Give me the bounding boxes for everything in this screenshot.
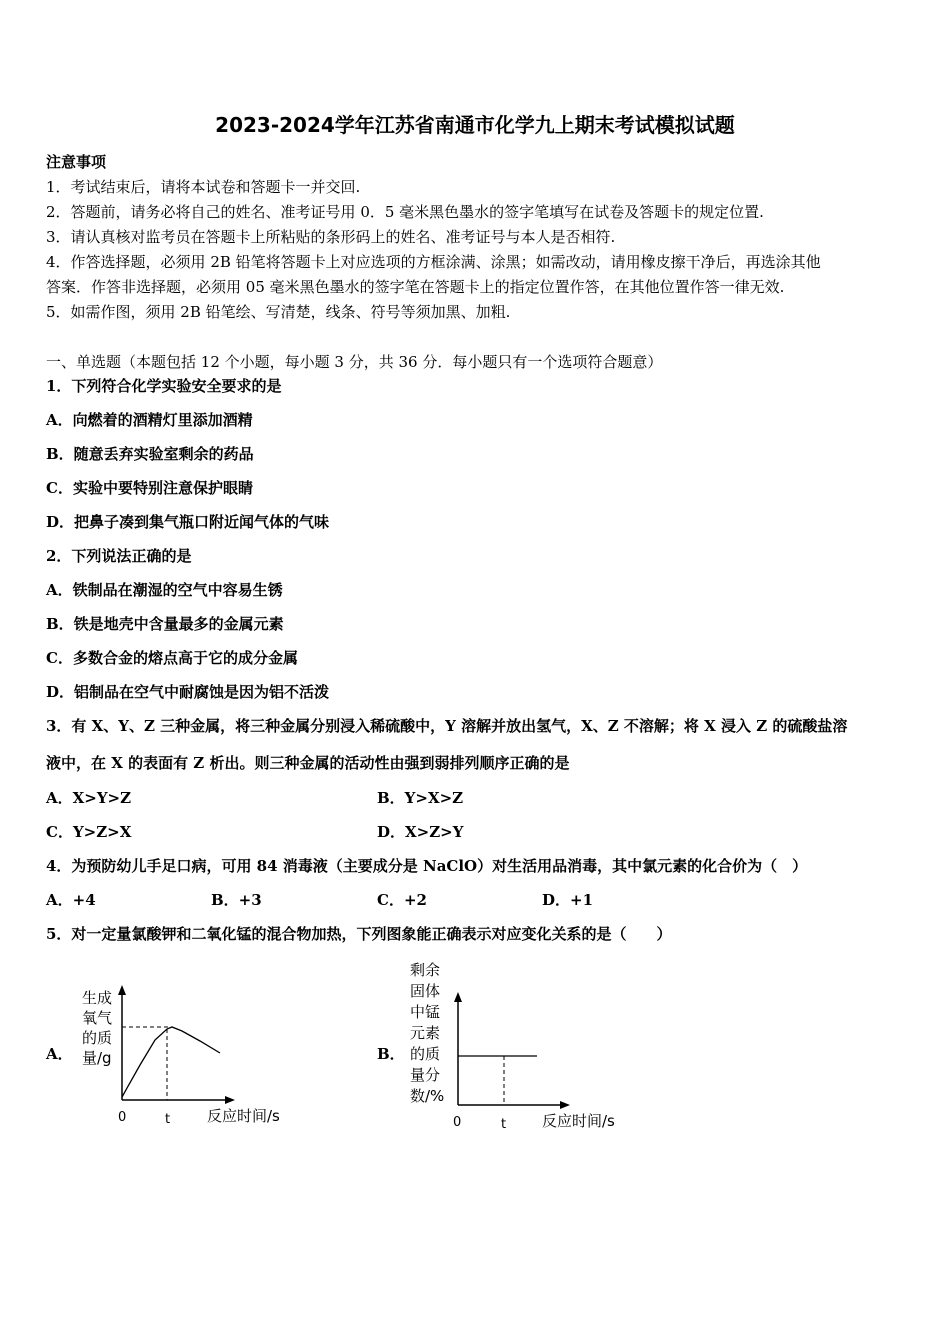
question-1-option-b: B．随意丢弃实验室剩余的药品 xyxy=(46,445,254,463)
question-2-option-a: A．铁制品在潮湿的空气中容易生锈 xyxy=(46,581,283,599)
figure-b-t-tick: t xyxy=(501,1117,507,1132)
figure-a-t-tick: t xyxy=(165,1112,171,1127)
question-2-option-b: B．铁是地壳中含量最多的金属元素 xyxy=(46,615,284,633)
figure-b-y-arrow xyxy=(454,992,462,1002)
question-4-option-a: A．+4 xyxy=(46,891,96,909)
notice-item: 1．考试结束后，请将本试卷和答题卡一并交回. xyxy=(46,178,361,196)
question-4-option-d: D．+1 xyxy=(542,891,594,909)
figure-a-xlabel: 反应时间/s xyxy=(207,1107,280,1125)
question-3-option-c: C．Y>Z>X xyxy=(46,823,132,841)
question-4-option-c: C．+2 xyxy=(377,891,427,909)
question-1-option-d: D．把鼻子凑到集气瓶口附近闻气体的气味 xyxy=(46,513,330,531)
question-2-stem: 2．下列说法正确的是 xyxy=(46,547,192,565)
figure-b-graph xyxy=(400,955,630,1135)
exam-title: 2023-2024学年江苏省南通市化学九上期末考试模拟试题 xyxy=(215,113,735,137)
figure-a-graph xyxy=(70,975,300,1130)
notice-item: 答案．作答非选择题，必须用 05 毫米黑色墨水的签字笔在答题卡上的指定位置作答，在其他位置作答一律无效. xyxy=(46,278,785,296)
question-3-stem-line2: 液中，在 X 的表面有 Z 析出。则三种金属的活动性由强到弱排列顺序正确的是 xyxy=(46,754,570,772)
notice-item: 5．如需作图，须用 2B 铅笔绘、写清楚，线条、符号等须加黑、加粗. xyxy=(46,303,511,321)
figure-a-x-arrow xyxy=(225,1096,235,1104)
figure-a-label: A． xyxy=(46,1045,73,1063)
figure-b-label: B． xyxy=(377,1045,405,1063)
figure-b-origin: 0 xyxy=(453,1115,462,1130)
question-3-stem-line1: 3．有 X、Y、Z 三种金属，将三种金属分别浸入稀硫酸中，Y 溶解并放出氢气，X、Z 不溶解；将 X 浸入 Z 的硫酸盐溶 xyxy=(46,717,848,735)
question-1-stem: 1．下列符合化学实验安全要求的是 xyxy=(46,377,282,395)
notice-item: 4．作答选择题，必须用 2B 铅笔将答题卡上对应选项的方框涂满、涂黑；如需改动，请用橡皮擦干净后，再选涂其他 xyxy=(46,253,821,271)
figure-a-y-arrow xyxy=(118,985,126,995)
question-1-option-a: A．向燃着的酒精灯里添加酒精 xyxy=(46,411,253,429)
notice-item: 2．答题前，请务必将自己的姓名、准考证号用 0．5 毫米黑色墨水的签字笔填写在试卷及答题卡的规定位置. xyxy=(46,203,764,221)
question-4-stem: 4．为预防幼儿手足口病，可用 84 消毒液（主要成分是 NaClO）对生活用品消毒，其中氯元素的化合价为（ ） xyxy=(46,857,808,875)
figure-b-ylabel: 剩余固体中锰元素的质量分数/% xyxy=(410,961,445,1105)
question-3-option-b: B．Y>X>Z xyxy=(377,789,464,807)
question-5-stem: 5．对一定量氯酸钾和二氧化锰的混合物加热，下列图象能正确表示对应变化关系的是（ ） xyxy=(46,925,672,943)
notice-item: 3．请认真核对监考员在答题卡上所粘贴的条形码上的姓名、准考证号与本人是否相符. xyxy=(46,228,616,246)
figure-b-x-arrow xyxy=(560,1101,570,1109)
figure-a-ylabel: 生成氧气的质量/g xyxy=(82,989,113,1067)
question-3-option-a: A．X>Y>Z xyxy=(46,789,132,807)
figure-b-xlabel: 反应时间/s xyxy=(542,1112,615,1130)
figure-a-curve xyxy=(122,1027,220,1097)
question-3-option-d: D．X>Z>Y xyxy=(377,823,464,841)
question-2-option-c: C．多数合金的熔点高于它的成分金属 xyxy=(46,649,298,667)
section-heading: 一、单选题（本题包括 12 个小题，每小题 3 分，共 36 分．每小题只有一个选项符合题意） xyxy=(46,353,663,371)
figure-a-origin: 0 xyxy=(118,1110,127,1125)
question-1-option-c: C．实验中要特别注意保护眼睛 xyxy=(46,479,253,497)
question-4-option-b: B．+3 xyxy=(211,891,262,909)
notice-heading: 注意事项 xyxy=(46,153,107,171)
question-2-option-d: D．铝制品在空气中耐腐蚀是因为铝不活泼 xyxy=(46,683,330,701)
